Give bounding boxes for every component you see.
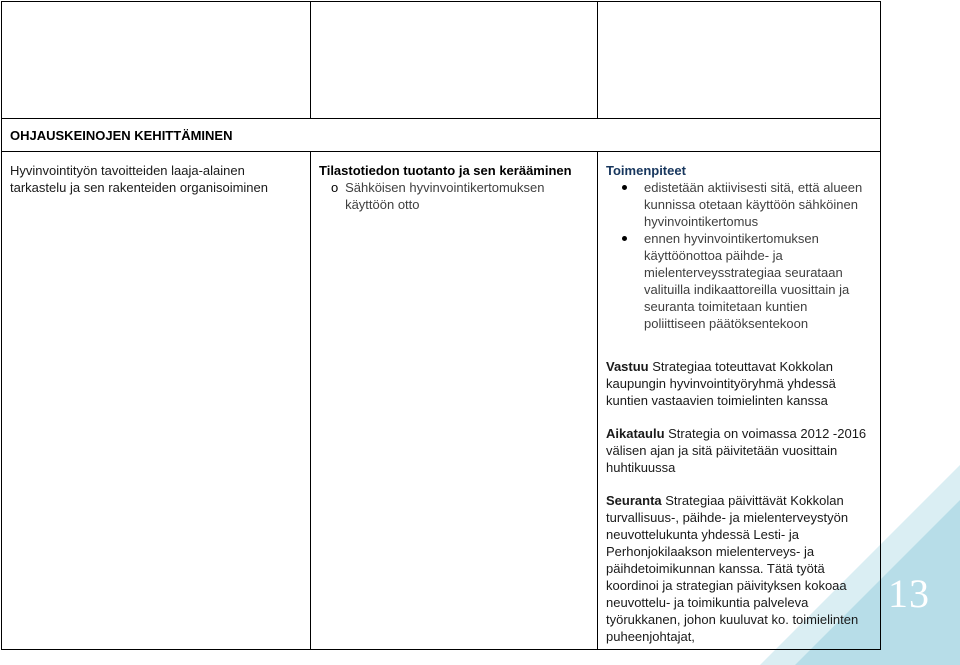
target-sub-text: Sähköisen hyvinvointikertomuksen käyttöön otto xyxy=(345,180,545,212)
list-item: edistetään aktiivisesti sitä, että alueen kunnissa otetaan käyttöön sähköinen hyvinvointikertomus xyxy=(644,179,872,230)
goal-text: Hyvinvointityön tavoitteiden laaja-alainen tarkastelu ja sen rakenteiden organisoiminen xyxy=(10,163,268,195)
schedule-paragraph xyxy=(606,425,872,476)
table-row xyxy=(2,152,881,650)
page-number: 13 xyxy=(888,571,930,616)
responsibility-paragraph xyxy=(606,358,872,409)
responsibility-label: Vastuu xyxy=(606,359,649,374)
section-header-cell xyxy=(2,119,881,152)
monitoring-text: Strategiaa päivittävät Kokkolan turvallisuus-, päihde- ja mielenterveystyön neuvottelukunta yhdessä Lesti- ja Perhonjokilaakson mielenterveys- ja päihdetoimikunnan kanssa. Tätä työtä koordinoi ja strategian päivityksen kokoaa neuvottelu- ja toimikuntia palveleva työrukkanen, johon kuuluvat ko. toimielinten puheenjohtajat, xyxy=(606,493,859,644)
monitoring-label: Seuranta xyxy=(606,493,662,508)
schedule-text: Strategia on voimassa 2012 -2016 välisen ajan ja sitä päivitetään vuosittain huhtikuussa xyxy=(606,426,867,475)
empty-cell xyxy=(598,2,881,119)
measures-list xyxy=(606,179,872,332)
empty-cell xyxy=(2,2,311,119)
table-row-header xyxy=(2,119,881,152)
empty-cell xyxy=(311,2,598,119)
target-cell xyxy=(311,152,598,650)
schedule-label: Aikataulu xyxy=(606,426,665,441)
target-sub-item xyxy=(319,179,589,213)
strategy-table xyxy=(1,1,881,650)
measures-title: Toimenpiteet xyxy=(606,163,686,178)
list-item: ennen hyvinvointikertomuksen käyttöönottoa päihde- ja mielenterveysstrategiaa seurataan valituilla indikaattoreilla vuosittain ja seuranta toimitetaan kuntien poliittiseen päätöksentekoon xyxy=(644,230,872,332)
monitoring-paragraph xyxy=(606,492,872,645)
circle-marker: o xyxy=(331,180,339,195)
section-title: OHJAUSKEINOJEN KEHITTÄMINEN xyxy=(10,127,233,143)
goal-cell xyxy=(2,152,311,650)
target-title: Tilastotiedon tuotanto ja sen kerääminen xyxy=(319,163,572,178)
responsibility-text: Strategiaa toteuttavat Kokkolan kaupungin hyvinvointityöryhmä yhdessä kuntien vastaavien toimielinten kanssa xyxy=(606,359,836,408)
table-row-empty xyxy=(2,2,881,119)
measures-cell xyxy=(598,152,881,650)
